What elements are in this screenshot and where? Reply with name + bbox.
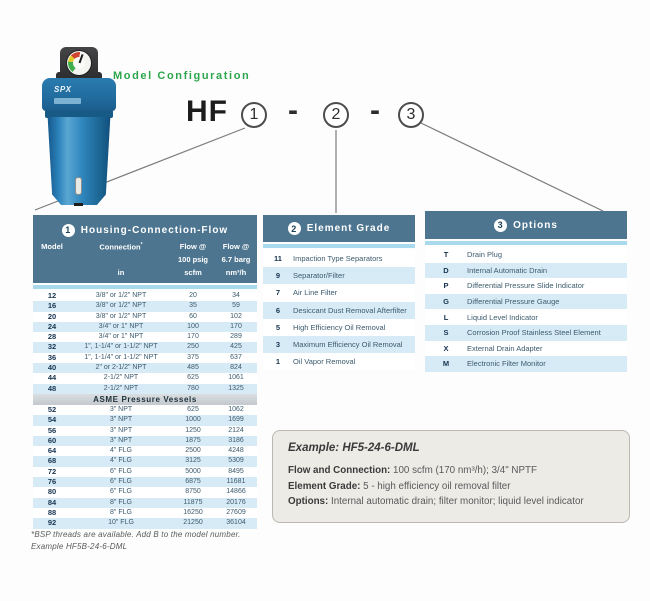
housing-table-row	[33, 467, 257, 477]
filter-bowl	[47, 117, 111, 205]
housing-cell-model: 36	[47, 352, 57, 362]
housing-col-headers-line3	[33, 266, 257, 279]
housing-cell-connection: 6" FLG	[110, 467, 132, 475]
example-line-label: Options:	[288, 496, 329, 507]
housing-table-row	[33, 301, 257, 311]
housing-cell-connection: 2-1/2" NPT	[103, 374, 139, 382]
options-row	[425, 309, 627, 325]
badge-3-icon: 3	[494, 219, 507, 232]
example-title: Example: HF5-24-6-DML	[288, 442, 420, 454]
housing-cell-flow-nm3h: 1699	[228, 416, 244, 424]
element-grade-code: 5	[275, 322, 281, 332]
housing-table-title	[33, 220, 257, 240]
element-grade-label: High Efficiency Oil Removal	[293, 322, 386, 332]
housing-cell-model: 60	[47, 435, 57, 445]
housing-cell-connection: 4" FLG	[110, 447, 132, 455]
col-header-flow2-unit: nm³/h	[225, 268, 247, 277]
housing-cell-connection: 3" NPT	[109, 405, 133, 413]
housing-cell-connection: 8" FLG	[110, 508, 132, 516]
element-grade-code: 11	[274, 254, 282, 264]
element-grade-code: 7	[275, 288, 281, 298]
housing-table-row	[33, 291, 257, 301]
housing-col-headers-line1	[33, 240, 257, 253]
element-grade-title-text: Element Grade	[306, 223, 391, 234]
housing-cell-flow-scfm: 170	[187, 333, 199, 341]
housing-cell-flow-nm3h: 2124	[228, 426, 244, 434]
bsp-footnote	[31, 529, 241, 553]
options-row	[425, 263, 627, 279]
element-grade-header	[263, 215, 415, 242]
housing-table-row	[33, 322, 257, 332]
element-grade-row	[263, 336, 415, 353]
element-grade-accent-strip	[263, 244, 415, 248]
digit-circle-2: 2	[323, 102, 349, 128]
element-grade-row	[263, 302, 415, 319]
col-header-connection: Connection*	[99, 241, 143, 252]
option-code: M	[442, 359, 450, 369]
element-grade-code: 6	[275, 305, 281, 315]
housing-cell-model: 40	[47, 363, 57, 373]
housing-cell-flow-scfm: 1250	[185, 426, 201, 434]
example-line-value: Internal automatic drain; filter monitor; liquid level indicator	[328, 496, 584, 507]
housing-cell-model: 76	[47, 477, 57, 487]
badge-1-icon: 1	[62, 224, 75, 237]
housing-cell-flow-nm3h: 1062	[228, 405, 244, 413]
housing-cell-flow-nm3h: 59	[232, 302, 240, 310]
dash-separator-2: -	[370, 94, 380, 127]
options-row	[425, 278, 627, 294]
housing-cell-flow-scfm: 100	[187, 322, 199, 330]
housing-cell-flow-nm3h: 1325	[228, 384, 244, 392]
housing-cell-model: 12	[47, 291, 57, 300]
options-row	[425, 325, 627, 341]
housing-cell-flow-nm3h: 3186	[228, 436, 244, 444]
housing-cell-flow-scfm: 1000	[185, 416, 201, 424]
asme-section-header: ASME Pressure Vessels	[33, 394, 257, 405]
housing-cell-flow-scfm: 20	[189, 292, 197, 299]
options-accent-strip	[425, 241, 627, 245]
housing-cell-connection: 2" or 2-1/2" NPT	[95, 364, 147, 372]
housing-cell-connection: 3" NPT	[109, 426, 133, 434]
housing-cell-model: 72	[47, 466, 57, 476]
housing-cell-connection: 10" FLG	[108, 519, 134, 527]
filter-head	[42, 78, 116, 111]
housing-cell-flow-nm3h: 289	[230, 333, 242, 341]
example-line-label: Element Grade:	[288, 480, 361, 492]
housing-table-row	[33, 373, 257, 383]
col-header-flow1: Flow @	[179, 242, 207, 251]
housing-table-row	[33, 508, 257, 518]
options-rows	[425, 247, 627, 372]
housing-table-row	[33, 518, 257, 528]
options-title-text: Options	[513, 219, 558, 231]
housing-cell-flow-nm3h: 20176	[226, 498, 246, 506]
dash-separator-1: -	[288, 94, 298, 127]
housing-cell-flow-scfm: 6875	[185, 478, 201, 486]
housing-cell-connection: 3" NPT	[109, 416, 133, 424]
housing-table-row	[33, 363, 257, 373]
option-code: D	[443, 265, 449, 275]
options-table	[425, 211, 627, 372]
housing-cell-flow-nm3h: 36104	[226, 519, 246, 527]
housing-table-title-text: Housing-Connection-Flow	[80, 224, 229, 236]
digit-circle-1: 1	[241, 102, 267, 128]
sight-glass	[75, 177, 82, 195]
element-grade-code: 1	[275, 357, 281, 367]
housing-cell-model: 32	[47, 342, 57, 352]
options-row	[425, 294, 627, 310]
housing-cell-connection: 6" FLG	[110, 478, 132, 486]
housing-cell-flow-scfm: 5000	[185, 467, 201, 475]
option-code: X	[443, 343, 449, 353]
housing-cell-flow-scfm: 2500	[185, 447, 201, 455]
element-grade-label: Impaction Type Separators	[293, 254, 383, 264]
housing-cell-flow-nm3h: 34	[232, 292, 240, 299]
housing-table-row	[33, 384, 257, 394]
connector-line-3	[421, 123, 603, 211]
brand-logo: SPX	[54, 85, 72, 94]
example-line	[288, 481, 614, 492]
option-label: External Drain Adapter	[467, 343, 543, 353]
housing-cell-connection: 1", 1-1/4" or 1-1/2" NPT	[84, 353, 158, 361]
drain-stub	[74, 203, 83, 206]
housing-cell-flow-scfm: 21250	[183, 519, 203, 527]
housing-cell-flow-scfm: 485	[187, 364, 199, 372]
housing-table-row	[33, 426, 257, 436]
housing-cell-model: 88	[47, 507, 57, 517]
housing-cell-model: 64	[47, 446, 57, 456]
housing-cell-flow-nm3h: 14866	[226, 488, 246, 496]
housing-cell-model: 80	[47, 487, 57, 497]
housing-table-row	[33, 446, 257, 456]
housing-cell-connection: 3/8" or 1/2" NPT	[95, 302, 147, 310]
housing-cell-connection: 3/4" or 1" NPT	[98, 322, 144, 330]
housing-cell-connection: 1", 1-1/4" or 1-1/2" NPT	[84, 343, 158, 351]
col-header-flow1-pressure: 100 psig	[177, 255, 208, 264]
housing-cell-model: 84	[47, 497, 57, 507]
housing-cell-model: 92	[47, 518, 57, 528]
option-label: Differential Pressure Gauge	[467, 297, 560, 307]
options-title	[494, 219, 558, 232]
housing-cell-flow-nm3h: 824	[230, 364, 242, 372]
col-header-flow2-pressure: 6.7 barg	[221, 255, 251, 264]
example-line	[288, 465, 614, 476]
housing-table-row	[33, 332, 257, 342]
housing-cell-flow-scfm: 625	[187, 405, 199, 413]
example-line-value: 5 - high efficiency oil removal filter	[360, 480, 511, 492]
housing-cell-flow-nm3h: 102	[230, 312, 242, 320]
housing-table-header	[33, 215, 257, 283]
element-grade-row	[263, 284, 415, 301]
example-line-label: Flow and Connection:	[288, 465, 391, 476]
element-grade-table	[263, 215, 415, 370]
housing-cell-flow-nm3h: 637	[230, 353, 242, 361]
example-box	[272, 430, 630, 523]
badge-2-icon: 2	[288, 222, 301, 235]
housing-cell-flow-scfm: 16250	[183, 508, 203, 516]
housing-cell-connection: 2-1/2" NPT	[103, 384, 139, 392]
filter-head-label	[54, 98, 81, 104]
option-label: Liquid Level Indicator	[467, 312, 538, 322]
housing-connection-flow-table	[33, 215, 257, 529]
footnote-line-1: *BSP threads are available. Add B to the model number.	[31, 530, 241, 539]
housing-cell-flow-nm3h: 5309	[228, 457, 244, 465]
element-grade-label: Desiccant Dust Removal Afterfilter	[293, 305, 407, 315]
housing-cell-connection: 3/8" or 1/2" NPT	[95, 292, 147, 299]
housing-cell-model: 68	[47, 456, 57, 466]
options-row	[425, 356, 627, 372]
housing-cell-model: 24	[47, 321, 57, 331]
housing-col-headers-line2	[33, 253, 257, 266]
element-grade-title	[288, 222, 391, 235]
col-header-flow2: Flow @	[222, 242, 250, 251]
housing-accent-strip	[33, 285, 257, 289]
filter-shoulder	[45, 110, 113, 118]
element-grade-label: Maximum Efficiency Oil Removal	[293, 340, 403, 350]
housing-cell-connection: 6" FLG	[110, 488, 132, 496]
options-header	[425, 211, 627, 239]
housing-cell-connection: 3/8" or 1/2" NPT	[95, 312, 147, 320]
housing-cell-flow-scfm: 60	[189, 312, 197, 320]
housing-cell-flow-nm3h: 11681	[226, 478, 246, 486]
housing-cell-connection: 4" FLG	[110, 457, 132, 465]
option-label: Electronic Filter Monitor	[467, 359, 546, 369]
footnote-line-2: Example HF5B-24-6-DML	[31, 542, 128, 551]
housing-table-row	[33, 498, 257, 508]
option-code: S	[443, 328, 449, 338]
element-grade-code: 3	[275, 340, 281, 350]
housing-cell-model: 52	[47, 404, 57, 414]
housing-cell-flow-scfm: 3125	[185, 457, 201, 465]
element-grade-row	[263, 250, 415, 267]
option-code: L	[443, 312, 449, 322]
option-label: Drain Plug	[467, 250, 503, 260]
element-grade-label: Oil Vapor Removal	[293, 357, 356, 367]
housing-cell-flow-nm3h: 8495	[228, 467, 244, 475]
element-grade-label: Air Line Filter	[293, 288, 338, 298]
housing-cell-flow-nm3h: 425	[230, 343, 242, 351]
housing-table-row	[33, 487, 257, 497]
option-code: G	[443, 297, 449, 307]
housing-cell-model: 54	[47, 415, 57, 425]
housing-table-row	[33, 477, 257, 487]
housing-cell-model: 28	[47, 332, 57, 342]
housing-cell-model: 44	[47, 373, 57, 383]
housing-cell-model: 56	[47, 425, 57, 435]
model-prefix: HF	[186, 95, 228, 128]
housing-cell-connection: 8" FLG	[110, 498, 132, 506]
connection-footnote-mark: *	[140, 241, 143, 248]
housing-cell-flow-scfm: 780	[187, 384, 199, 392]
col-header-flow1-unit: scfm	[184, 268, 202, 277]
housing-cell-connection: 3/4" or 1" NPT	[98, 333, 144, 341]
element-grade-row	[263, 353, 415, 370]
housing-cell-flow-scfm: 375	[187, 353, 199, 361]
example-line	[288, 496, 614, 507]
housing-cell-flow-scfm: 35	[189, 302, 197, 310]
housing-cell-flow-scfm: 11875	[183, 498, 203, 506]
option-label: Differential Pressure Slide Indicator	[467, 281, 585, 291]
housing-cell-flow-nm3h: 1061	[228, 374, 244, 382]
housing-cell-model: 48	[47, 383, 57, 393]
housing-cell-flow-nm3h: 170	[230, 322, 242, 330]
col-header-model: Model	[41, 242, 63, 251]
option-code: P	[443, 281, 449, 291]
housing-cell-connection: 3" NPT	[109, 436, 133, 444]
housing-table-rows	[33, 291, 257, 529]
housing-cell-flow-scfm: 1875	[185, 436, 201, 444]
element-grade-code: 9	[275, 271, 281, 281]
element-grade-label: Separator/Filter	[293, 271, 345, 281]
element-grade-row	[263, 319, 415, 336]
housing-table-row	[33, 342, 257, 352]
housing-table-row	[33, 405, 257, 415]
housing-cell-flow-scfm: 625	[187, 374, 199, 382]
options-row	[425, 247, 627, 263]
example-line-value: 100 scfm (170 nm³/h); 3/4" NPTF	[390, 465, 537, 476]
housing-cell-model: 16	[47, 301, 57, 311]
page-title: Model Configuration	[113, 70, 251, 82]
element-grade-row	[263, 267, 415, 284]
housing-cell-flow-nm3h: 4248	[228, 447, 244, 455]
housing-cell-model: 20	[47, 311, 57, 321]
housing-cell-flow-scfm: 250	[187, 343, 199, 351]
option-label: Internal Automatic Drain	[467, 265, 548, 275]
housing-cell-flow-nm3h: 27609	[226, 508, 246, 516]
option-label: Corrosion Proof Stainless Steel Element	[467, 328, 601, 338]
housing-table-row	[33, 415, 257, 425]
product-illustration	[36, 46, 122, 206]
pressure-gauge-icon	[67, 51, 91, 75]
element-grade-rows	[263, 250, 415, 370]
option-code: T	[443, 250, 449, 260]
housing-table-row	[33, 312, 257, 322]
col-header-connection-unit: in	[117, 268, 125, 277]
housing-table-row	[33, 353, 257, 363]
housing-table-row	[33, 436, 257, 446]
housing-table-row	[33, 456, 257, 466]
housing-cell-flow-scfm: 8750	[185, 488, 201, 496]
digit-circle-3: 3	[398, 102, 424, 128]
example-lines	[288, 465, 614, 507]
options-row	[425, 341, 627, 357]
